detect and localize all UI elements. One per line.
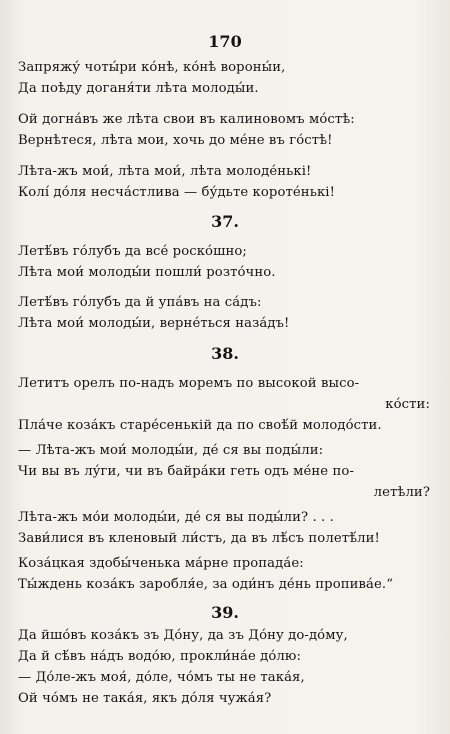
poem-line: Ой чо́мъ не така́я, якъ до́ля чужа́я? — [18, 691, 272, 706]
poem-line: Лѣта-жъ мо́и молоды́и, де́ ся вы поды́ли? . . . — [18, 510, 334, 525]
poem-line-continuation: ко́сти: — [385, 397, 430, 412]
poem-line: Пла́че коза́къ старе́сенькій да по своѣ́й молодо́сти. — [18, 418, 382, 433]
poem-line: Зави́лися въ кленовый ли́стъ, да въ лѣ́съ полетѣ́ли! — [18, 531, 380, 546]
poem-number: 38. — [211, 344, 239, 363]
poem-line: Вернѣтеся, лѣта мои, хочь до ме́не въ го́стѣ! — [18, 133, 333, 148]
poem-line: Колі́ до́ля несча́стлива — бу́дьте короте́нькі! — [18, 185, 336, 200]
poem-line: — До́ле-жъ моя́, до́ле, чо́мъ ты не така́я, — [18, 670, 305, 685]
poem-number: 39. — [211, 603, 239, 622]
poem-number: 37. — [211, 212, 239, 231]
poem-line: Летитъ орелъ по-надъ моремъ по высокой высо- — [18, 376, 360, 391]
poem-line: Лѣта-жъ мои́, лѣта мои́, лѣта молоде́нькі! — [18, 164, 312, 179]
poem-line-continuation: летѣли? — [373, 485, 430, 500]
page-number: 170 — [208, 32, 242, 51]
poem-line: Да й сѣ́въ на́дъ водо́ю, прокли́на́е до́лю: — [18, 649, 302, 664]
poem-line: Коза́цкая здобы́ченька ма́рне пропада́е: — [18, 556, 304, 571]
poem-line: Чи вы въ лу́ги, чи въ байра́ки геть одъ ме́не по- — [18, 464, 354, 479]
poem-line: Ты́ждень коза́къ заробля́е, за оди́нъ де́нь пропива́е.“ — [18, 577, 394, 592]
poem-line: Летѣ́въ го́лубъ да й упа́въ на са́дъ: — [18, 295, 262, 310]
poem-line: Летѣ́въ го́лубъ да все́ роско́шно; — [18, 244, 247, 259]
poem-line: — Лѣта-жъ мои́ молоды́и, де́ ся вы поды́ли: — [18, 443, 324, 458]
poem-line: Лѣта мои́ молоды́и пошли́ розто́чно. — [18, 265, 276, 280]
poem-line: Лѣта мои́ молоды́и, верне́ться наза́дъ! — [18, 316, 290, 331]
poem-line: Запряжу́ чоты́ри ко́нѣ, ко́нѣ вороны́и, — [18, 60, 286, 75]
poem-line: Ой догна́въ же лѣта свои въ калиновомъ мо́стѣ: — [18, 112, 355, 127]
poem-line: Да йшо́въ коза́къ зъ До́ну, да зъ До́ну до-до́му, — [18, 628, 348, 643]
poem-line: Да поѣду доганя́ти лѣта молоды́и. — [18, 81, 259, 96]
